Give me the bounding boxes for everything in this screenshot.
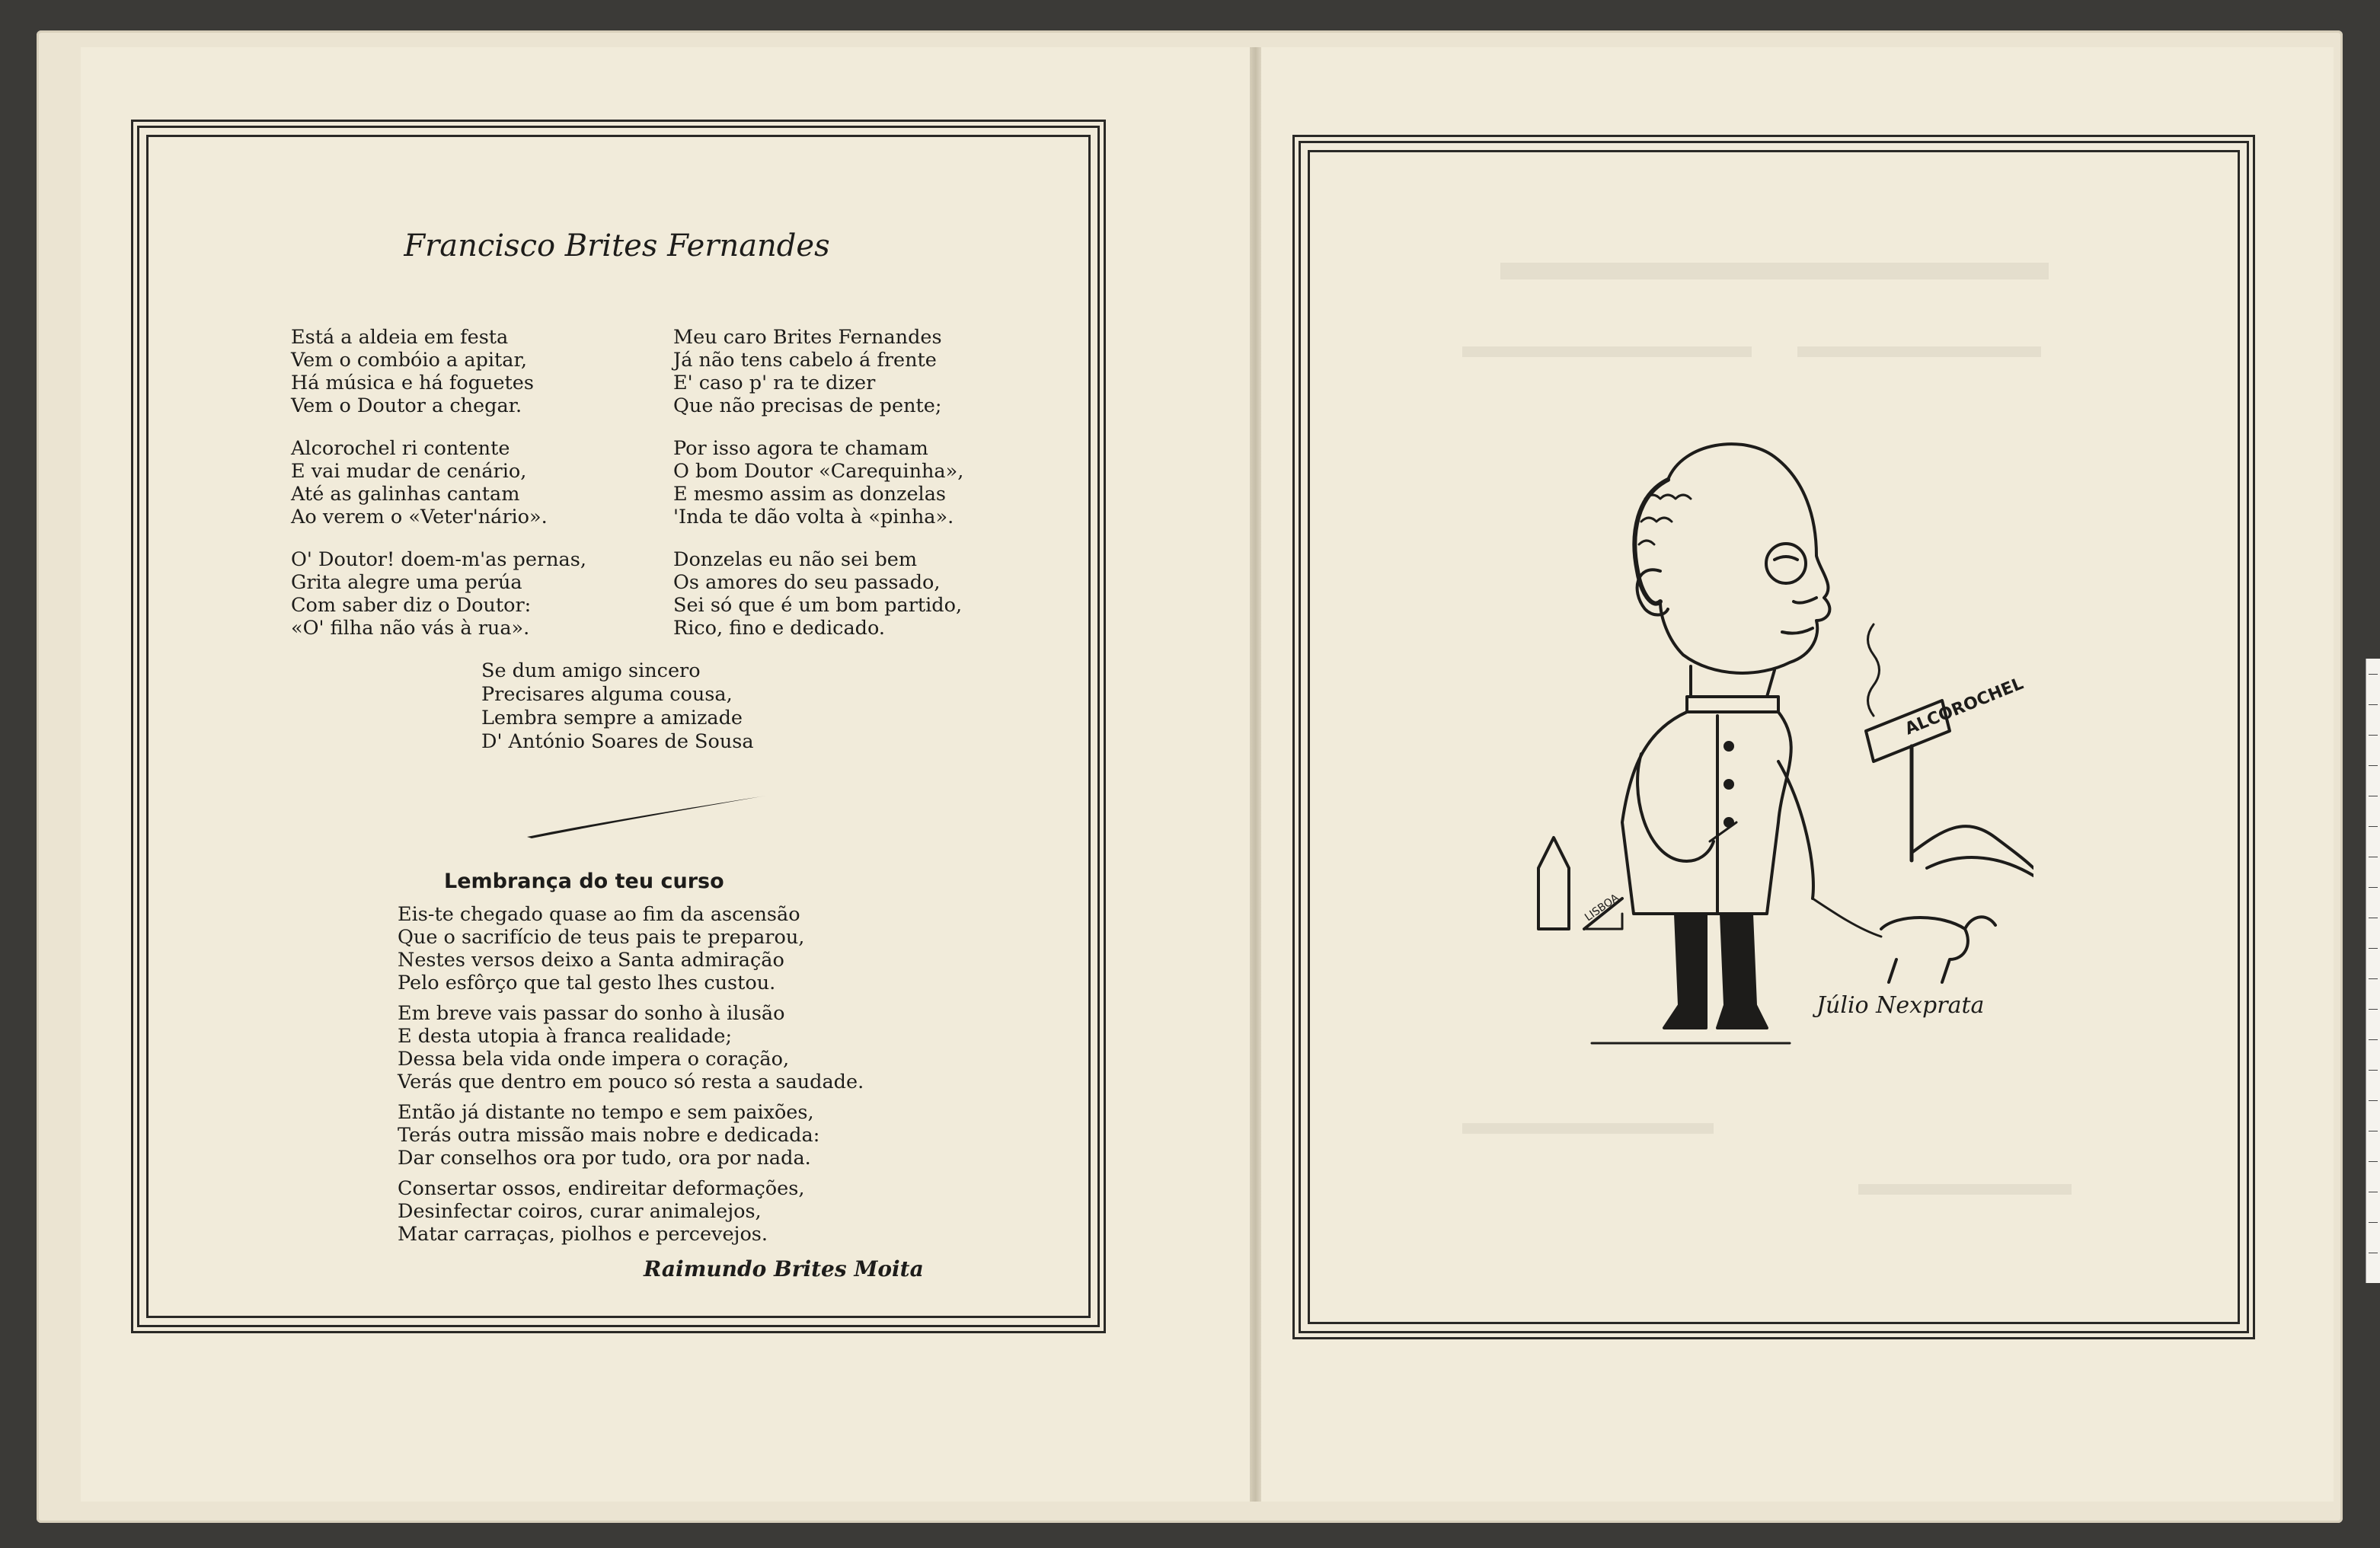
closing-stanza — [481, 659, 754, 754]
verse-line: Se dum amigo sincero — [481, 659, 701, 682]
artist-signature: Júlio Nexprata — [1816, 992, 1985, 1019]
poem-author: Raimundo Brites Moita — [644, 1256, 924, 1281]
verse-line: Sei só que é um bom partido, — [673, 594, 963, 617]
second-poem-stanza-1 — [398, 903, 804, 994]
verse-line: Desinfectar coiros, curar animalejos, — [398, 1200, 762, 1223]
verse-line: Grita alegre uma perúa — [291, 571, 522, 594]
verse-line: Nestes versos deixo a Santa admiração — [398, 949, 784, 972]
verse-line: Meu caro Brites Fernandes — [673, 326, 942, 349]
verse-line: Lembra sempre a amizade — [481, 707, 743, 729]
verse-line: Pelo esfôrço que tal gesto lhes custou. — [398, 972, 776, 994]
verse-line: Verás que dentro em pouco só resta a saudade. — [398, 1071, 864, 1093]
second-poem-stanza-2 — [398, 1002, 864, 1093]
book-gutter — [1250, 47, 1261, 1502]
verse-line: O bom Doutor «Carequinha», — [673, 460, 964, 483]
show-through-text — [1797, 346, 2041, 357]
sign-label: ALCOROCHEL — [1902, 674, 2027, 739]
second-poem-title: Lembrança do teu curso — [444, 870, 724, 893]
verse-line: «O' filha não vás à rua». — [291, 617, 530, 640]
verse-line: Ao verem o «Veter'nário». — [291, 506, 548, 528]
verse-line: Precisares alguma cousa, — [481, 683, 733, 706]
stanza-right-3 — [673, 548, 962, 640]
verse-line: Então já distante no tempo e sem paixões, — [398, 1101, 814, 1124]
scan-ruler — [2366, 659, 2380, 1283]
verse-line: Consertar ossos, endireitar deformações, — [398, 1177, 805, 1200]
small-sign-label: LISBOA — [1583, 892, 1621, 924]
stanza-left-2 — [291, 437, 548, 528]
verse-line: Está a aldeia em festa — [291, 326, 509, 349]
verse-line: Eis-te chegado quase ao fim da ascensão — [398, 903, 800, 926]
verse-line: Já não tens cabelo á frente — [673, 349, 937, 372]
show-through-text — [1462, 1123, 1714, 1134]
stanza-left-1 — [291, 326, 534, 417]
second-poem-stanza-3 — [398, 1101, 819, 1170]
verse-line: Alcorochel ri contente — [291, 437, 510, 460]
verse-line: E' caso p' ra te dizer — [673, 372, 876, 394]
verse-line: Donzelas eu não sei bem — [673, 548, 918, 571]
stanza-right-1 — [673, 326, 942, 417]
verse-line: Com saber diz o Doutor: — [291, 594, 532, 617]
verse-line: E mesmo assim as donzelas — [673, 483, 946, 506]
verse-line: O' Doutor! doem-m'as pernas, — [291, 548, 586, 571]
show-through-text — [1858, 1184, 2072, 1195]
decorative-flourish — [526, 788, 769, 841]
show-through-text — [1462, 346, 1752, 357]
verse-line: Vem o Doutor a chegar. — [291, 394, 522, 417]
verse-line: Terás outra missão mais nobre e dedicada: — [398, 1124, 820, 1147]
verse-line: E desta utopia à franca realidade; — [398, 1025, 733, 1048]
verse-line: Que não precisas de pente; — [673, 394, 942, 417]
verse-line: D' António Soares de Sousa — [481, 730, 754, 753]
second-poem-stanza-4 — [398, 1177, 804, 1246]
verse-line: Matar carraças, piolhos e percevejos. — [398, 1223, 768, 1246]
verse-line: Que o sacrifício de teus pais te preparou, — [398, 926, 805, 949]
verse-line: Por isso agora te chamam — [673, 437, 928, 460]
poem-title: Francisco Brites Fernandes — [404, 228, 830, 263]
show-through-text — [1500, 263, 2049, 279]
verse-line: Dessa bela vida onde impera o coração, — [398, 1048, 790, 1071]
verse-line: 'Inda te dão volta à «pinha». — [673, 506, 954, 528]
verse-line: Vem o combóio a apitar, — [291, 349, 527, 372]
caricature-illustration — [1516, 426, 2033, 1074]
verse-line: Os amores do seu passado, — [673, 571, 941, 594]
stanza-left-3 — [291, 548, 586, 640]
verse-line: Há música e há foguetes — [291, 372, 534, 394]
verse-line: Rico, fino e dedicado. — [673, 617, 885, 640]
verse-line: Até as galinhas cantam — [291, 483, 520, 506]
stanza-right-2 — [673, 437, 963, 528]
verse-line: E vai mudar de cenário, — [291, 460, 527, 483]
verse-line: Em breve vais passar do sonho à ilusão — [398, 1002, 785, 1025]
verse-line: Dar conselhos ora por tudo, ora por nada. — [398, 1147, 811, 1170]
